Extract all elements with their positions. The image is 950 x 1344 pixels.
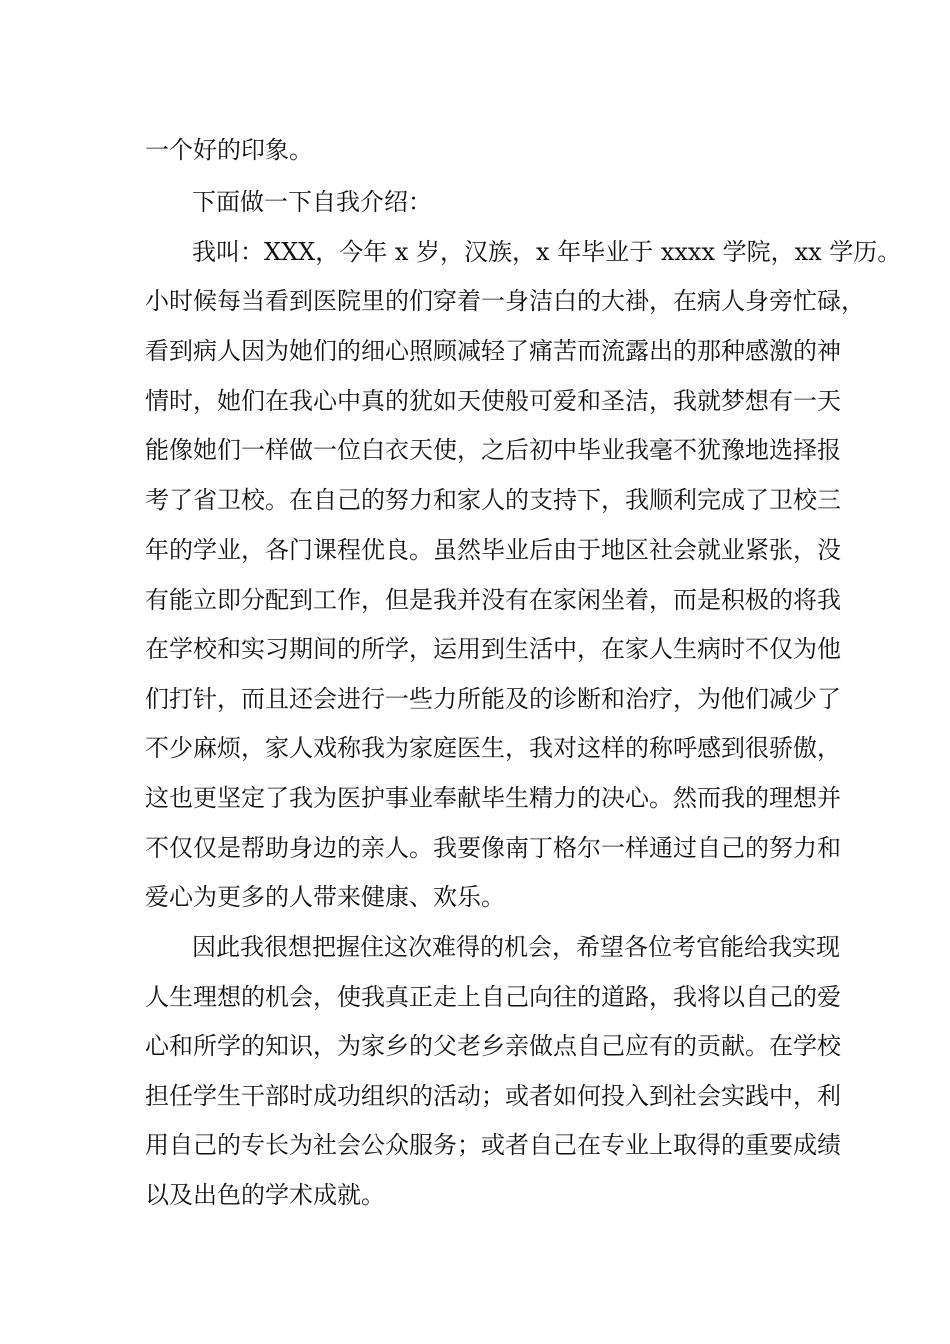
text-line: 用自己的专长为社会公众服务；或者自己在专业上取得的重要成绩 (145, 1131, 841, 1159)
text-line: 人生理想的机会，使我真正走上自己向往的道路，我将以自己的爱 (145, 983, 841, 1011)
text-line: 以及出色的学术成就。 (145, 1181, 385, 1209)
text-line: 下面做一下自我介绍： (192, 188, 432, 216)
text-line: 不少麻烦，家人戏称我为家庭医生，我对这样的称呼感到很骄傲， (145, 734, 841, 762)
text-line: 心和所学的知识，为家乡的父老乡亲做点自己应有的贡献。在学校 (145, 1032, 841, 1060)
text-line: 能像她们一样做一位白衣天使，之后初中毕业我毫不犹豫地选择报 (145, 436, 841, 464)
text-line: 一个好的印象。 (145, 136, 313, 164)
text-line: 情时，她们在我心中真的犹如天使般可爱和圣洁，我就梦想有一天 (145, 387, 841, 415)
text-line: 小时候每当看到医院里的们穿着一身洁白的大褂，在病人身旁忙碌， (145, 287, 865, 315)
text-line: 们打针，而且还会进行一些力所能及的诊断和治疗，为他们减少了 (145, 685, 841, 713)
text-line: 看到病人因为她们的细心照顾减轻了痛苦而流露出的那种感激的神 (145, 337, 841, 365)
text-line: 担任学生干部时成功组织的活动；或者如何投入到社会实践中，利 (145, 1082, 841, 1110)
text-line: 年的学业，各门课程优良。虽然毕业后由于地区社会就业紧张，没 (145, 536, 841, 564)
text-line: 考了省卫校。在自己的努力和家人的支持下，我顺利完成了卫校三 (145, 486, 841, 514)
text-line: 有能立即分配到工作，但是我并没有在家闲坐着，而是积极的将我 (145, 586, 841, 614)
text-line: 因此我很想把握住这次难得的机会，希望各位考官能给我实现 (192, 933, 840, 961)
text-line: 我叫：XXX，今年 x 岁，汉族，x 年毕业于 xxxx 学院，xx 学历。 (192, 238, 902, 266)
text-line: 不仅仅是帮助身边的亲人。我要像南丁格尔一样通过自己的努力和 (145, 834, 841, 862)
text-line: 这也更坚定了我为医护事业奉献毕生精力的决心。然而我的理想并 (145, 784, 841, 812)
text-line: 爱心为更多的人带来健康、欢乐。 (145, 883, 505, 911)
text-line: 在学校和实习期间的所学，运用到生活中，在家人生病时不仅为他 (145, 635, 841, 663)
